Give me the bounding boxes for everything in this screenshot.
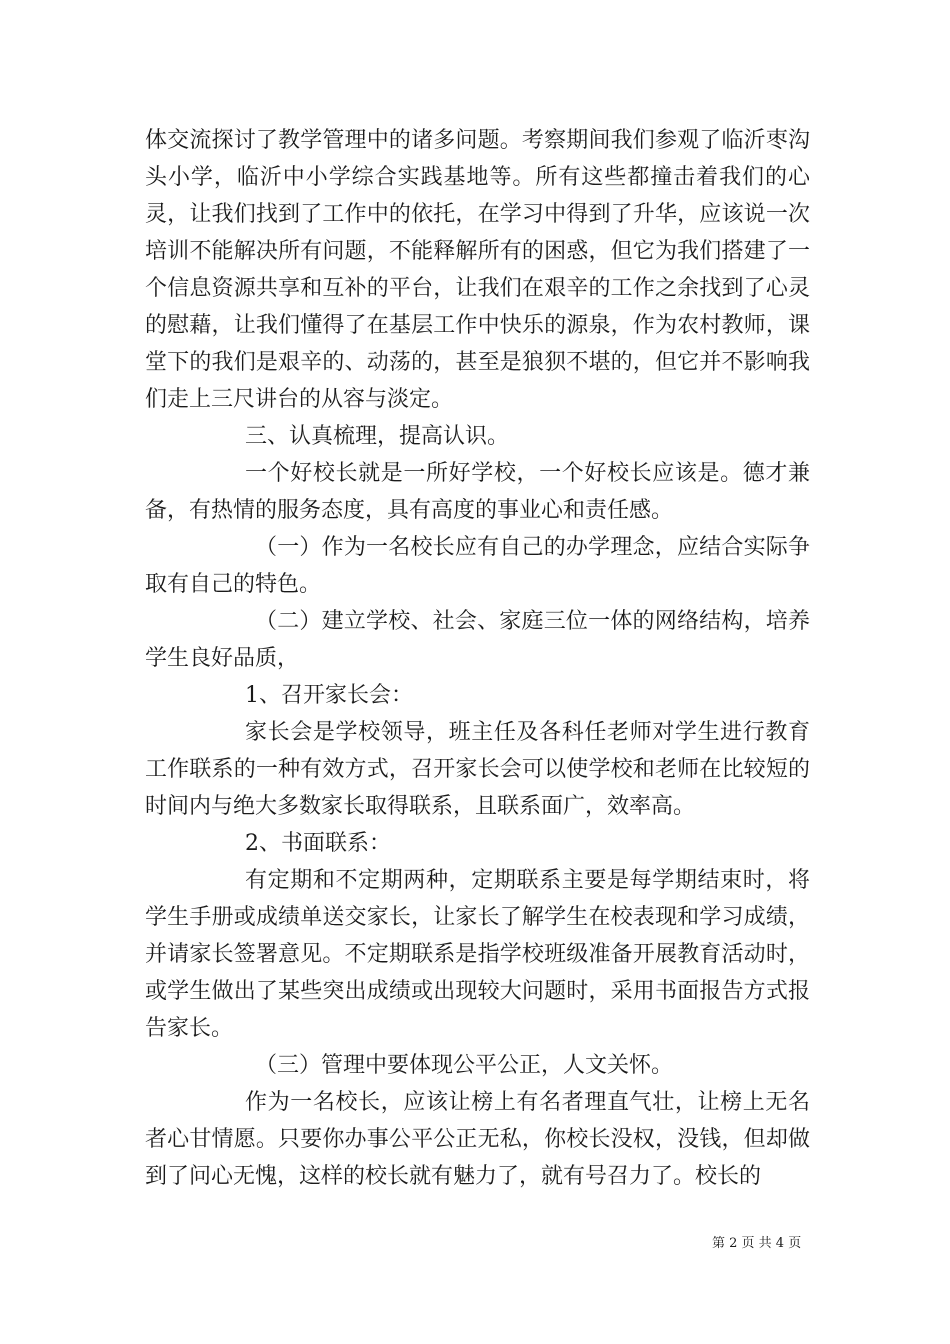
document-body [145,122,810,1195]
subsection-three: （三）管理中要体现公平公正，人文关怀。 [255,1053,674,1078]
paragraph-good-principal: 一个好校长就是一所好学校，一个好校长应该是。德才兼备，有热情的服务态度，具有高度的事业心和责任感。 [145,461,810,523]
subsection-one: （一）作为一名校长应有自己的办学理念，应结合实际争取有自己的特色。 [145,535,810,597]
item-parent-meeting: 1、召开家长会： [245,683,413,708]
paragraph-fairness: 作为一名校长，应该让榜上有名者理直气壮，让榜上无名者心甘情愿。只要你办事公平公正无私，你校长没权，没钱，但却做到了问心无愧，这样的校长就有魅力了，就有号召力了。校长的 [145,1090,810,1189]
paragraph-parent-meeting: 家长会是学校领导，班主任及各科任老师对学生进行教育工作联系的一种有效方式，召开家长会可以使学校和老师在比较短的时间内与绝大多数家长取得联系，且联系面广，效率高。 [145,720,810,819]
subsection-two: （二）建立学校、社会、家庭三位一体的网络结构，培养学生良好品质， [145,609,810,671]
paragraph-written-contact: 有定期和不定期两种，定期联系主要是每学期结束时，将学生手册或成绩单送交家长，让家长了解学生在校表现和学习成绩，并请家长签署意见。不定期联系是指学校班级准备开展教育活动时，或学生做出了某些突出成绩或出现较大问题时，采用书面报告方式报告家长。 [145,868,810,1041]
page-number-footer: 第 2 页 共 4 页 [712,1236,802,1251]
paragraph-continuation: 体交流探讨了教学管理中的诸多问题。考察期间我们参观了临沂枣沟头小学，临沂中小学综合实践基地等。所有这些都撞击着我们的心灵，让我们找到了工作中的依托，在学习中得到了升华，应该说一次培训不能解决所有问题，不能释解所有的困惑，但它为我们搭建了一个信息资源共享和互补的平台，让我们在艰辛的工作之余找到了心灵的慰藉，让我们懂得了在基层工作中快乐的源泉，作为农村教师，课堂下的我们是艰辛的、动荡的，甚至是狼狈不堪的，但它并不影响我们走上三尺讲台的从容与淡定。 [145,128,810,412]
section-heading-three: 三、认真梳理，提高认识。 [245,424,510,449]
item-written-contact: 2、书面联系： [245,831,391,856]
